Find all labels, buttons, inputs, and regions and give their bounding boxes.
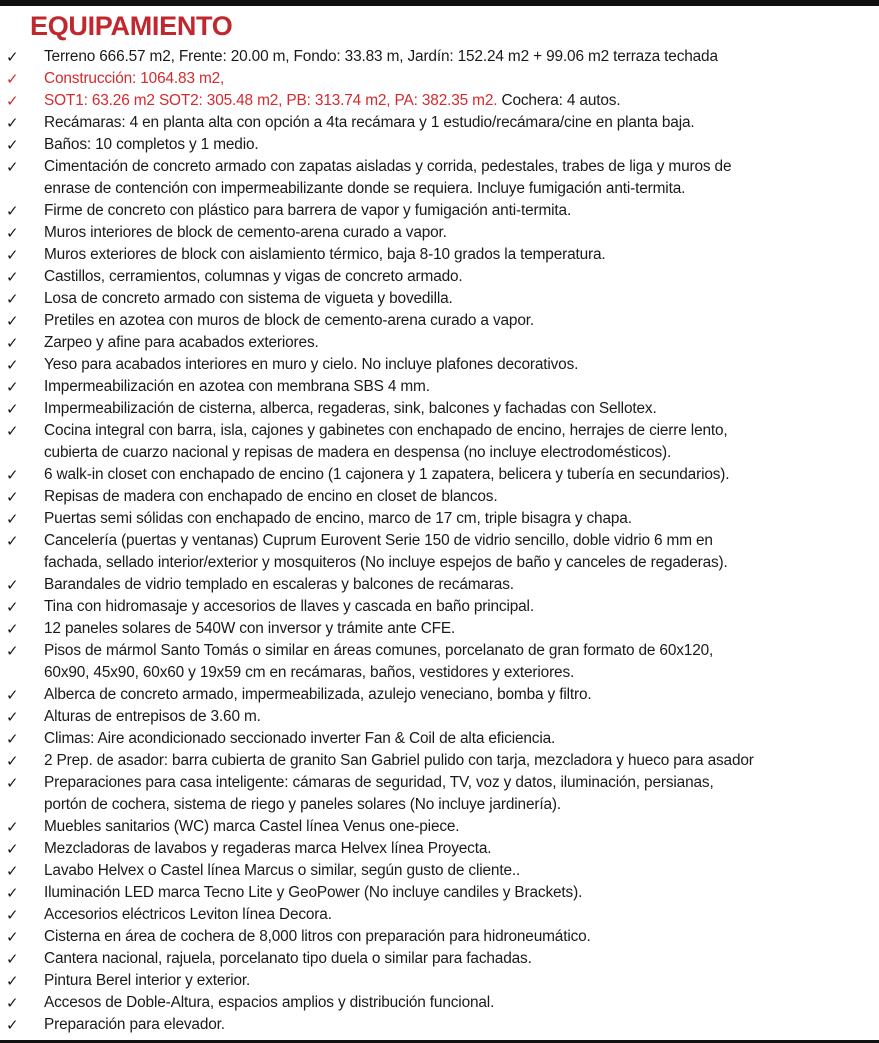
list-item <box>0 1014 879 1036</box>
item-text-line <box>44 90 875 112</box>
list-item <box>0 420 879 464</box>
top-border <box>0 0 879 6</box>
list-item <box>0 618 879 640</box>
list-item <box>0 860 879 882</box>
item-text: Puertas semi sólidas con enchapado de encino, marco de 17 cm, triple bisagra y chapa. <box>44 510 632 527</box>
item-text: Castillos, cerramientos, columnas y vigas de concreto armado. <box>44 268 463 285</box>
item-text-line <box>44 46 875 68</box>
check-icon: ✓ <box>6 224 19 242</box>
item-text-line <box>44 992 875 1014</box>
check-icon: ✓ <box>6 510 19 528</box>
list-item <box>0 772 879 816</box>
item-text-line <box>44 288 875 310</box>
check-icon: ✓ <box>6 114 19 132</box>
item-text: Alturas de entrepisos de 3.60 m. <box>44 708 261 725</box>
item-text-line <box>44 926 875 948</box>
check-icon: ✓ <box>6 686 19 704</box>
list-item <box>0 244 879 266</box>
check-icon: ✓ <box>6 708 19 726</box>
item-text-line <box>44 948 875 970</box>
item-text: Losa de concreto armado con sistema de vigueta y bovedilla. <box>44 290 453 307</box>
item-text: Climas: Aire acondicionado seccionado inverter Fan & Coil de alta eficiencia. <box>44 730 556 747</box>
item-text-line <box>44 640 875 662</box>
item-text-line <box>44 816 875 838</box>
check-icon: ✓ <box>6 400 19 418</box>
list-item <box>0 310 879 332</box>
item-text: Muros interiores de block de cemento-arena curado a vapor. <box>44 224 447 241</box>
check-icon: ✓ <box>6 136 19 154</box>
item-text: Preparaciones para casa inteligente: cámaras de seguridad, TV, voz y datos, iluminación, persianas, <box>44 774 714 791</box>
check-icon: ✓ <box>6 950 19 968</box>
item-text: Cimentación de concreto armado con zapatas aisladas y corrida, pedestales, trabes de liga y muros de <box>44 158 732 175</box>
item-text: Muros exteriores de block con aislamiento térmico, baja 8-10 grados la temperatura. <box>44 246 606 263</box>
check-icon: ✓ <box>6 488 19 506</box>
item-text-line <box>44 618 875 640</box>
list-item <box>0 750 879 772</box>
check-icon: ✓ <box>6 466 19 484</box>
list-item <box>0 332 879 354</box>
item-text-line <box>44 222 875 244</box>
item-text-line <box>44 112 875 134</box>
item-text-line <box>44 574 875 596</box>
item-text-line <box>44 398 875 420</box>
item-text: Baños: 10 completos y 1 medio. <box>44 136 259 153</box>
item-text: Repisas de madera con enchapado de encino en closet de blancos. <box>44 488 498 505</box>
list-item <box>0 992 879 1014</box>
check-icon: ✓ <box>6 48 19 66</box>
item-text: Zarpeo y afine para acabados exteriores. <box>44 334 319 351</box>
item-text-line <box>44 244 875 266</box>
list-item <box>0 684 879 706</box>
check-icon: ✓ <box>6 334 19 352</box>
list-item <box>0 90 879 112</box>
item-text: Pretiles en azotea con muros de block de cemento-arena curado a vapor. <box>44 312 534 329</box>
list-item <box>0 112 879 134</box>
item-text: Tina con hidromasaje y accesorios de llaves y cascada en baño principal. <box>44 598 534 615</box>
check-icon: ✓ <box>6 378 19 396</box>
item-text: Mezcladoras de lavabos y regaderas marca Helvex línea Proyecta. <box>44 840 492 857</box>
item-text: Impermeabilización de cisterna, alberca, regaderas, sink, balcones y fachadas con Sellotex. <box>44 400 657 417</box>
item-text: Terreno 666.57 m2, Frente: 20.00 m, Fondo: 33.83 m, Jardín: 152.24 m2 + 99.06 m2 terraza techada <box>44 48 718 65</box>
item-text: Cancelería (puertas y ventanas) Cuprum Eurovent Serie 150 de vidrio sencillo, doble vidrio 6 mm en <box>44 532 713 549</box>
list-item <box>0 882 879 904</box>
list-item <box>0 398 879 420</box>
check-icon: ✓ <box>6 752 19 770</box>
item-text: Iluminación LED marca Tecno Lite y GeoPower (No incluye candiles y Brackets). <box>44 884 583 901</box>
list-item <box>0 200 879 222</box>
item-text-line <box>44 882 875 904</box>
item-text-line <box>44 464 875 486</box>
item-text-line <box>44 596 875 618</box>
list-item <box>0 288 879 310</box>
check-icon: ✓ <box>6 928 19 946</box>
check-icon: ✓ <box>6 972 19 990</box>
item-text: cubierta de cuarzo nacional y repisas de madera en despensa (no incluye electrodomésticos). <box>44 444 672 461</box>
highlighted-text: SOT1: 63.26 m2 SOT2: 305.48 m2, PB: 313.74 m2, PA: 382.35 m2. <box>44 92 498 109</box>
check-icon: ✓ <box>6 906 19 924</box>
item-text-line <box>44 662 875 684</box>
list-item <box>0 596 879 618</box>
check-icon: ✓ <box>6 268 19 286</box>
item-text: Impermeabilización en azotea con membrana SBS 4 mm. <box>44 378 430 395</box>
item-text: Cisterna en área de cochera de 8,000 litros con preparación para hidroneumático. <box>44 928 591 945</box>
check-icon: ✓ <box>6 246 19 264</box>
list-item <box>0 266 879 288</box>
item-text-line <box>44 68 875 90</box>
item-text-line <box>44 530 875 552</box>
list-item <box>0 970 879 992</box>
item-text: 2 Prep. de asador: barra cubierta de granito San Gabriel pulido con tarja, mezcladora y hueco para asador <box>44 752 754 769</box>
check-icon: ✓ <box>6 994 19 1012</box>
list-item <box>0 46 879 68</box>
item-text: fachada, sellado interior/exterior y mosquiteros (No incluye espejos de baño y canceles de regaderas). <box>44 554 728 571</box>
list-item <box>0 530 879 574</box>
item-text-line <box>44 750 875 772</box>
check-icon: ✓ <box>6 356 19 374</box>
item-text: Accesos de Doble-Altura, espacios amplios y distribución funcional. <box>44 994 495 1011</box>
item-text: Pintura Berel interior y exterior. <box>44 972 251 989</box>
page-title: EQUIPAMIENTO <box>30 11 233 41</box>
list-item <box>0 706 879 728</box>
check-icon: ✓ <box>6 532 19 550</box>
item-text-line <box>44 794 875 816</box>
item-text: Alberca de concreto armado, impermeabilizada, azulejo veneciano, bomba y filtro. <box>44 686 592 703</box>
item-text-line <box>44 772 875 794</box>
item-text: enrase de contención con impermeabilizante donde se requiera. Incluye fumigación anti-termita. <box>44 180 686 197</box>
list-item <box>0 486 879 508</box>
check-icon: ✓ <box>6 422 19 440</box>
check-icon: ✓ <box>6 598 19 616</box>
item-text-line <box>44 838 875 860</box>
list-item <box>0 222 879 244</box>
item-text-line <box>44 156 875 178</box>
item-text: Cocina integral con barra, isla, cajones y gabinetes con enchapado de encino, herrajes de cierre lento, <box>44 422 728 439</box>
item-text-line <box>44 310 875 332</box>
item-text: Yeso para acabados interiores en muro y cielo. No incluye plafones decorativos. <box>44 356 579 373</box>
item-text: 6 walk-in closet con enchapado de encino (1 cajonera y 1 zapatera, belicera y tubería en secundarios). <box>44 466 730 483</box>
list-item <box>0 728 879 750</box>
item-text-line <box>44 486 875 508</box>
check-icon: ✓ <box>6 884 19 902</box>
list-item <box>0 948 879 970</box>
item-text-line <box>44 134 875 156</box>
item-text: Accesorios eléctricos Leviton línea Decora. <box>44 906 332 923</box>
check-icon: ✓ <box>6 1016 19 1034</box>
item-text: Muebles sanitarios (WC) marca Castel línea Venus one-piece. <box>44 818 460 835</box>
item-text: Preparación para elevador. <box>44 1016 225 1033</box>
item-text-line <box>44 728 875 750</box>
item-text-line <box>44 376 875 398</box>
item-text-line <box>44 178 875 200</box>
list-item <box>0 156 879 200</box>
item-text-line <box>44 200 875 222</box>
item-text-line <box>44 508 875 530</box>
list-item <box>0 816 879 838</box>
check-icon: ✓ <box>6 290 19 308</box>
item-text: Pisos de mármol Santo Tomás o similar en áreas comunes, porcelanato de gran formato de 60x120, <box>44 642 714 659</box>
list-item <box>0 904 879 926</box>
check-icon: ✓ <box>6 862 19 880</box>
item-text: Cochera: 4 autos. <box>497 92 621 109</box>
list-item <box>0 376 879 398</box>
check-icon: ✓ <box>6 312 19 330</box>
check-icon: ✓ <box>6 620 19 638</box>
list-item <box>0 68 879 90</box>
item-text-line <box>44 266 875 288</box>
check-icon: ✓ <box>6 730 19 748</box>
item-text: Cantera nacional, rajuela, porcelanato tipo duela o similar para fachadas. <box>44 950 532 967</box>
item-text: Barandales de vidrio templado en escaleras y balcones de recámaras. <box>44 576 514 593</box>
item-text-line <box>44 552 875 574</box>
list-item <box>0 508 879 530</box>
check-icon: ✓ <box>6 70 19 88</box>
list-item <box>0 640 879 684</box>
check-icon: ✓ <box>6 818 19 836</box>
item-text: 60x90, 45x90, 60x60 y 19x59 cm en recámaras, baños, vestidores y exteriores. <box>44 664 575 681</box>
item-text: 12 paneles solares de 540W con inversor y trámite ante CFE. <box>44 620 456 637</box>
check-icon: ✓ <box>6 642 19 660</box>
check-icon: ✓ <box>6 158 19 176</box>
check-icon: ✓ <box>6 92 19 110</box>
item-text: Lavabo Helvex o Castel línea Marcus o similar, según gusto de cliente.. <box>44 862 521 879</box>
list-item <box>0 464 879 486</box>
item-text: Recámaras: 4 en planta alta con opción a 4ta recámara y 1 estudio/recámara/cine en planta baja. <box>44 114 695 131</box>
list-item <box>0 354 879 376</box>
item-text-line <box>44 354 875 376</box>
check-icon: ✓ <box>6 576 19 594</box>
highlighted-text: Construcción: 1064.83 m2, <box>44 70 225 87</box>
item-text-line <box>44 1014 875 1036</box>
item-text: portón de cochera, sistema de riego y paneles solares (No incluye jardinería). <box>44 796 561 813</box>
item-text-line <box>44 442 875 464</box>
item-text-line <box>44 420 875 442</box>
list-item <box>0 574 879 596</box>
item-text-line <box>44 706 875 728</box>
item-text-line <box>44 904 875 926</box>
item-text-line <box>44 684 875 706</box>
list-item <box>0 926 879 948</box>
check-icon: ✓ <box>6 840 19 858</box>
check-icon: ✓ <box>6 202 19 220</box>
item-text-line <box>44 860 875 882</box>
check-icon: ✓ <box>6 774 19 792</box>
equipment-list <box>0 46 879 1036</box>
list-item <box>0 134 879 156</box>
item-text: Firme de concreto con plástico para barrera de vapor y fumigación anti-termita. <box>44 202 572 219</box>
item-text-line <box>44 332 875 354</box>
list-item <box>0 838 879 860</box>
item-text-line <box>44 970 875 992</box>
